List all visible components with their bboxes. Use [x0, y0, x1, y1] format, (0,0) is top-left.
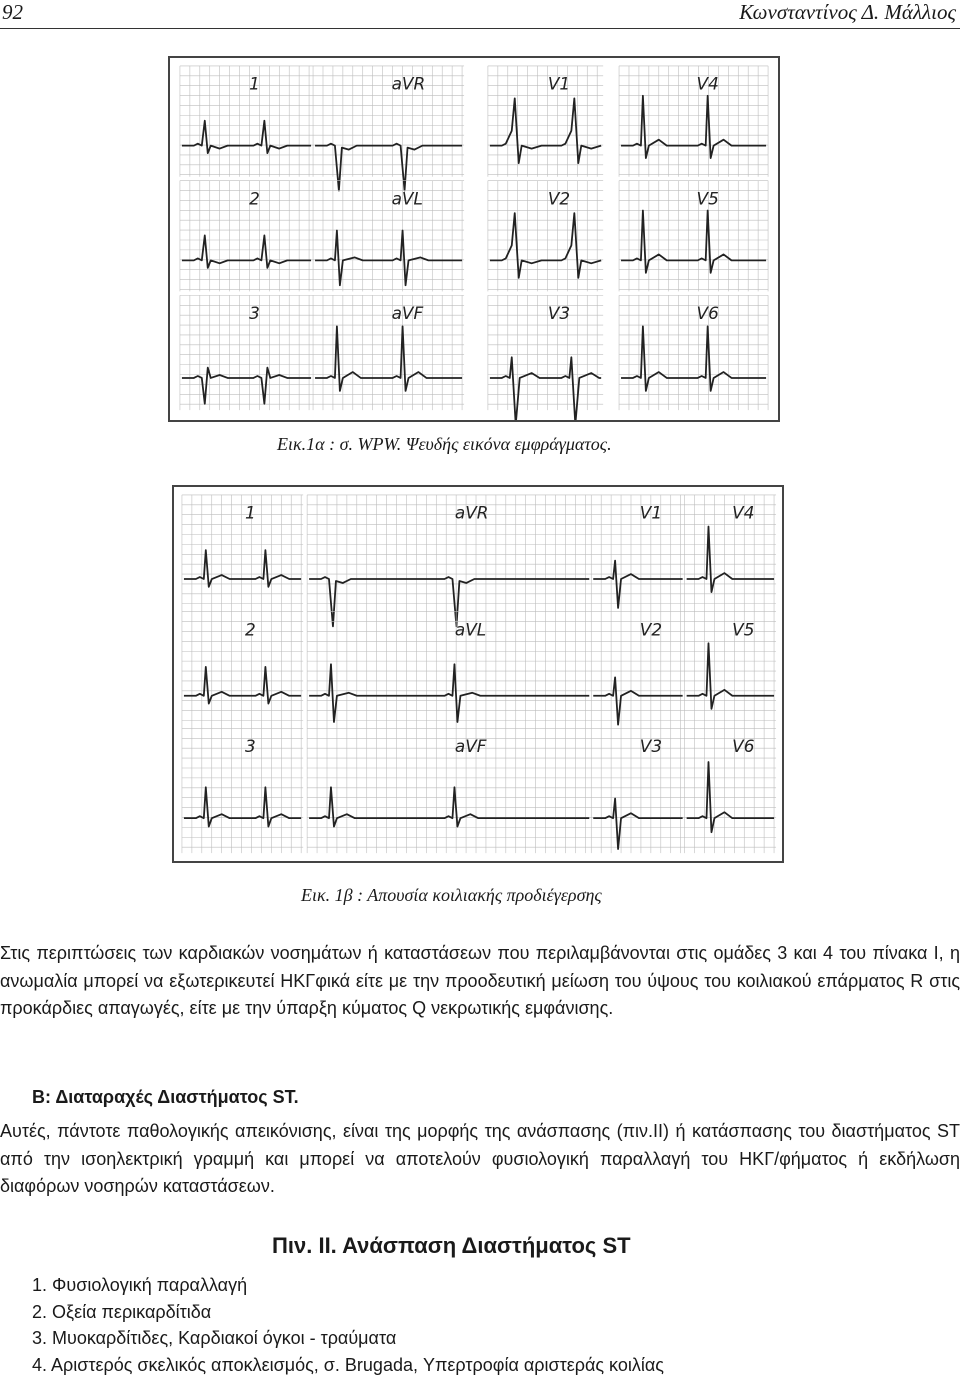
fig1b-lead-panel	[182, 612, 303, 729]
ecg-trace	[182, 235, 311, 267]
section-heading-st: Β: Διαταραχές Διαστήματος ST.	[32, 1087, 299, 1107]
ecg-tracing-1a	[170, 58, 778, 420]
table-ii-title: Πιν. ΙΙ. Ανάσπαση Διαστήματος ST	[272, 1233, 631, 1258]
ecg-trace	[184, 550, 301, 587]
ecg-trace	[309, 787, 589, 826]
fig1a-lead-panel	[180, 295, 313, 410]
fig1a-lead-panel	[619, 181, 768, 292]
lead-label: V4	[732, 502, 755, 523]
lead-label: 3	[249, 303, 260, 324]
lead-label: V3	[639, 736, 663, 757]
fig1b-lead-panel	[591, 728, 684, 853]
fig1b-lead-panel	[307, 612, 591, 729]
lead-label: V5	[732, 619, 755, 640]
header-rule	[0, 28, 960, 29]
lead-label: 2	[244, 619, 256, 640]
fig1b-lead-panel	[307, 495, 591, 626]
ecg-trace	[593, 799, 682, 849]
fig1a-lead-panel	[180, 181, 313, 292]
table-ii-item: 2. Οξεία περικαρδίτιδα	[32, 1301, 212, 1322]
lead-label: aVF	[454, 736, 487, 757]
ecg-figure-1b	[172, 485, 784, 863]
fig1a-lead-panel	[313, 66, 464, 191]
ecg-trace	[621, 211, 766, 273]
lead-label: aVR	[454, 502, 489, 523]
fig1a-lead-panel	[619, 66, 768, 177]
running-header-author: Κωνσταντίνος Δ. Μάλλιος	[739, 0, 956, 24]
table-ii-list	[32, 1272, 664, 1378]
fig1a-lead-panel	[313, 181, 464, 292]
fig1a-lead-panel	[488, 295, 603, 420]
lead-label: V5	[696, 188, 719, 209]
fig1b-lead-panel	[182, 728, 303, 853]
ecg-tracing-1b	[174, 487, 782, 861]
lead-label: 1	[249, 73, 260, 94]
figure-1a-caption: Εικ.1α : σ. WPW. Ψευδής εικόνα εμφράγματος.	[277, 434, 612, 454]
ecg-trace	[490, 357, 601, 420]
fig1a-lead-panel	[313, 295, 464, 410]
ecg-trace	[621, 326, 766, 391]
lead-label: 1	[244, 502, 256, 523]
fig1b-lead-panel	[591, 612, 684, 729]
table-ii-item: 4. Αριστερός σκελικός αποκλεισμός, σ. Brugada, Υπερτροφία αριστεράς κοιλίας	[32, 1354, 664, 1375]
ecg-trace	[687, 643, 774, 709]
lead-label: V4	[696, 73, 719, 94]
fig1a-lead-panel	[488, 181, 603, 292]
paragraph-st-intro: Στις περιπτώσεις των καρδιακών νοσημάτων ή καταστάσεων που περιλαμβάνονται στις ομάδες 3 και 4 του πίνακα Ι, η ανωμαλία μπορεί να εξωτερικευτεί ΗΚΓφικά είτε με την προοδευτική μείωση του ύψους του κοιλιακού επάρματος R στις προκάρδιες απαγωγές, είτε με την ύπαρξη κύματος Q νεκρωτικής εμφάνισης.	[0, 943, 960, 1018]
ecg-trace	[315, 230, 462, 285]
lead-label: 3	[244, 736, 256, 757]
lead-label: V6	[696, 303, 719, 324]
fig1b-lead-panel	[307, 728, 591, 853]
lead-label: aVR	[391, 73, 426, 94]
ecg-trace	[184, 787, 301, 826]
fig1a-lead-panel	[488, 66, 603, 177]
ecg-trace	[315, 144, 462, 191]
lead-label: V3	[547, 303, 571, 324]
lead-label: V6	[732, 736, 755, 757]
lead-label: aVF	[391, 303, 424, 324]
paragraph-st-description: Αυτές, πάντοτε παθολογικής απεικόνισης, είναι της μορφής της ανάσπασης (πιν.ΙΙ) ή κατάσπασης του διαστήματος ST από την ισοηλεκτρική γραμμή και μπορεί να αποτελούν φυσιολογική παραλλαγή του ΗΚΓ/φήματος ή εκδήλωση διαφόρων νοσηρών καταστάσεων.	[0, 1121, 960, 1196]
fig1b-lead-panel	[685, 612, 776, 729]
ecg-trace	[182, 368, 311, 404]
ecg-trace	[621, 96, 766, 158]
ecg-trace	[309, 577, 589, 626]
lead-label: aVL	[391, 188, 423, 209]
lead-label: V2	[639, 619, 663, 640]
fig1a-lead-panel	[180, 66, 313, 177]
fig1b-lead-panel	[685, 728, 776, 853]
ecg-trace	[490, 98, 601, 163]
table-ii-item: 3. Μυοκαρδίτιδες, Καρδιακοί όγκοι - τραύματα	[32, 1328, 397, 1348]
lead-label: V1	[639, 502, 663, 523]
ecg-trace	[309, 664, 589, 722]
ecg-trace	[182, 121, 311, 153]
table-ii-item: 1. Φυσιολογική παραλλαγή	[32, 1275, 248, 1295]
lead-label: 2	[249, 188, 260, 209]
ecg-trace	[490, 213, 601, 278]
fig1a-lead-panel	[619, 295, 768, 410]
fig1b-lead-panel	[182, 495, 303, 612]
fig1b-lead-panel	[591, 495, 684, 612]
lead-label: V1	[547, 73, 571, 94]
ecg-trace	[315, 326, 462, 391]
ecg-figure-1a	[168, 56, 780, 422]
lead-label: aVL	[454, 619, 487, 640]
ecg-trace	[687, 526, 774, 592]
page-number: 92	[2, 0, 23, 24]
ecg-trace	[184, 667, 301, 704]
figure-1b-caption: Εικ. 1β : Απουσία κοιλιακής προδιέγερσης	[301, 885, 602, 905]
lead-label: V2	[547, 188, 571, 209]
fig1b-lead-panel	[685, 495, 776, 612]
ecg-trace	[687, 762, 774, 832]
